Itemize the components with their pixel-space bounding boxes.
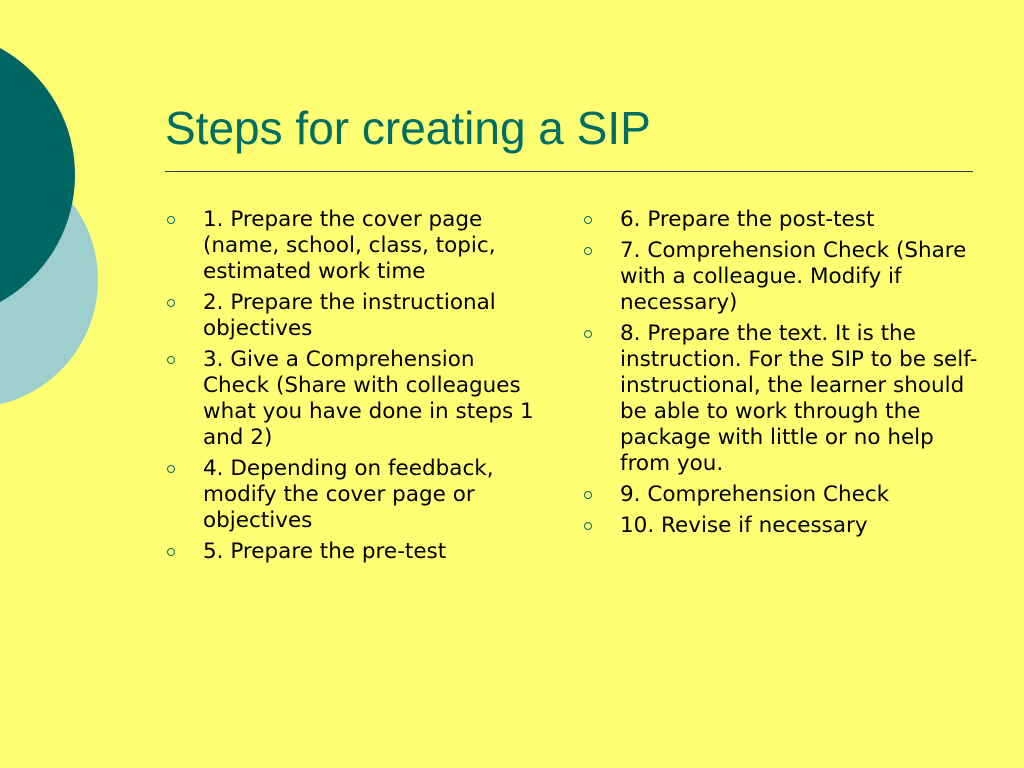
bullet-item <box>582 238 982 316</box>
bullet-text: 7. Comprehension Check (Share with a colleague. Modify if necessary) <box>620 238 967 315</box>
hollow-circle-bullet-icon <box>584 491 592 499</box>
bullet-text: 3. Give a Comprehension Check (Share with colleagues what you have done in steps 1 and 2) <box>203 347 534 450</box>
decorative-circles <box>0 0 120 420</box>
hollow-circle-bullet-icon <box>584 330 592 338</box>
bullet-item <box>165 347 545 451</box>
slide-title: Steps for creating a SIP <box>165 102 651 154</box>
bullet-text: 1. Prepare the cover page (name, school, class, topic, estimated work time <box>203 207 496 284</box>
bullet-text: 8. Prepare the text. It is the instruction. For the SIP to be self-instructional, the learner should be able to work through the package with little or no help from you. <box>620 321 978 476</box>
bullet-text: 4. Depending on feedback, modify the cover page or objectives <box>203 456 494 533</box>
bullet-item <box>582 207 982 233</box>
hollow-circle-bullet-icon <box>584 522 592 530</box>
hollow-circle-bullet-icon <box>167 548 175 556</box>
bullet-item <box>582 513 982 539</box>
bullet-text: 9. Comprehension Check <box>620 482 890 507</box>
bullet-text: 6. Prepare the post-test <box>620 207 875 232</box>
hollow-circle-bullet-icon <box>167 299 175 307</box>
right-bullet-list <box>582 207 982 544</box>
bullet-item <box>165 207 545 285</box>
bullet-text: 10. Revise if necessary <box>620 513 868 538</box>
bullet-text: 5. Prepare the pre-test <box>203 539 447 564</box>
bullet-item <box>582 321 982 477</box>
hollow-circle-bullet-icon <box>167 356 175 364</box>
bullet-item <box>165 539 545 565</box>
hollow-circle-bullet-icon <box>167 465 175 473</box>
hollow-circle-bullet-icon <box>167 216 175 224</box>
bullet-item <box>582 482 982 508</box>
bullet-text: 2. Prepare the instructional objectives <box>203 290 496 341</box>
hollow-circle-bullet-icon <box>584 216 592 224</box>
left-bullet-list <box>165 207 545 570</box>
bullet-item <box>165 290 545 342</box>
hollow-circle-bullet-icon <box>584 247 592 255</box>
bullet-item <box>165 456 545 534</box>
title-divider <box>165 171 973 172</box>
